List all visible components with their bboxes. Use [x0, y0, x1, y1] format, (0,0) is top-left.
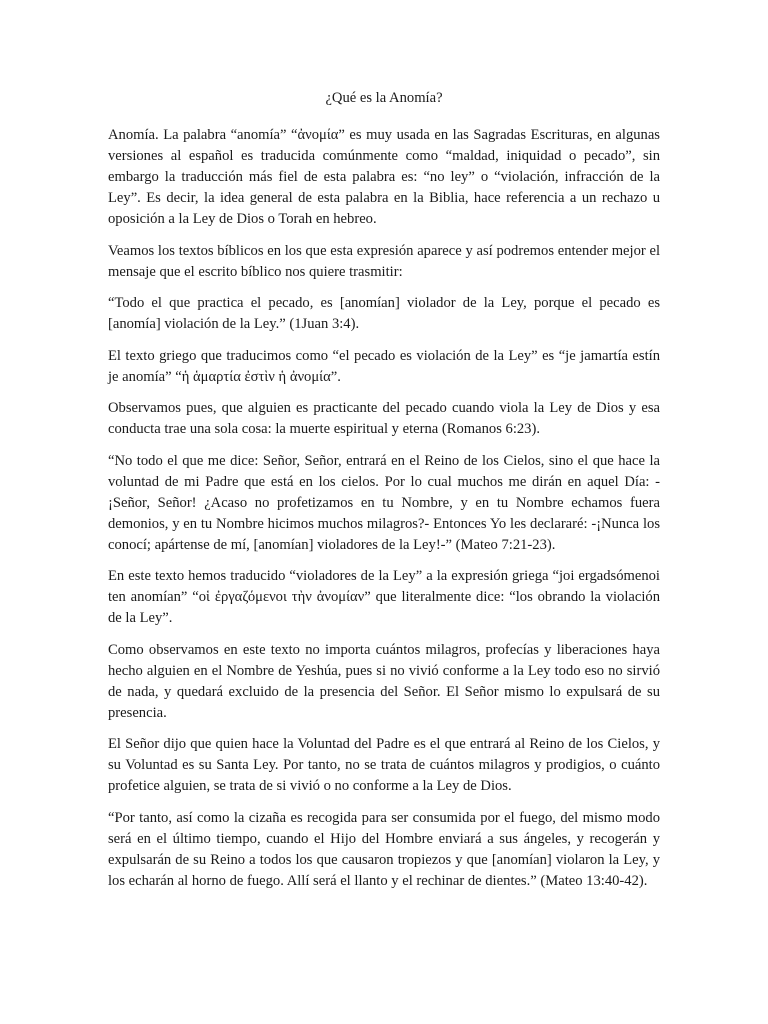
paragraph-biblical-texts-intro: Veamos los textos bíblicos en los que esta expresión aparece y así podremos entender mejor el mensaje que el escrito bíblico nos quiere trasmitir: [108, 242, 660, 280]
paragraph-quote-mateo-7: “No todo el que me dice: Señor, Señor, entrará en el Reino de los Cielos, sino el que hace la voluntad de mi Padre que está en los cielos. Por lo cual muchos me dirán en aquel Día: -¡Señor, Señor! ¿Acaso no profetizamos en tu Nombre, y en tu Nombre echamos fuera demonios, y en tu Nombre hicimos muchos milagros?- Entonces Yo les declararé: -¡Nunca los conocí; apártense de mí, [anomían] violadores de la Ley!-” (Mateo 7:21-23). [108, 452, 660, 553]
paragraph-greek-text-2: En este texto hemos traducido “violadores de la Ley” a la expresión griega “joi ergadsómenoi ten anomían” “οἱ ἐργαζόμενοι τὴν ἀνομίαν” que literalmente dice: “los obrando la violación de la Ley”. [108, 568, 660, 626]
paragraph-greek-text-1: El texto griego que traducimos como “el pecado es violación de la Ley” es “je jamartía estín je anomía” “ἡ ἁμαρτία ἐστὶν ἡ ἀνομία”. [108, 347, 660, 385]
paragraph-quote-mateo-13: “Por tanto, así como la cizaña es recogida para ser consumida por el fuego, del mismo modo será en el último tiempo, cuando el Hijo del Hombre enviará a sus ángeles, y recogerán y expulsarán de su Reino a todos los que causaron tropiezos y que [anomían] violaron la Ley, y los echarán al horno de fuego. Allí será el llanto y el rechinar de dientes.” (Mateo 13:40-42). [108, 809, 660, 889]
document-title: ¿Qué es la Anomía? [325, 90, 443, 106]
paragraph-observation-sin: Observamos pues, que alguien es practicante del pecado cuando viola la Ley de Dios y esa conducta trae una sola cosa: la muerte espiritual y eterna (Romanos 6:23). [108, 400, 660, 437]
paragraph-quote-1-juan: “Todo el que practica el pecado, es [anomían] violador de la Ley, porque el pecado es [anomía] violación de la Ley.” (1Juan 3:4). [108, 295, 660, 332]
paragraph-anomia-definition: Anomía. La palabra “anomía” “ἀνομία” es muy usada en las Sagradas Escrituras, en algunas versiones al español es traducida comúnmente como “maldad, iniquidad o pecado”, sin embargo la traducción más fiel de esta palabra es: “no ley” o “violación, infracción de la Ley”. Es decir, la idea general de esta palabra en la Biblia, hace referencia a un rechazo u oposición a la Ley de Dios o Torah en hebreo. [108, 127, 660, 227]
paragraph-will-of-father: El Señor dijo que quien hace la Voluntad del Padre es el que entrará al Reino de los Cielos, y su Voluntad es su Santa Ley. Por tanto, no se trata de cuántos milagros y prodigios, o cuánto profetice alguien, se trata de si vivió o no conforme a la Ley de Dios. [108, 736, 660, 794]
paragraph-miracles-note: Como observamos en este texto no importa cuántos milagros, profecías y liberaciones haya hecho alguien en el Nombre de Yeshúa, pues si no vivió conforme a la Ley todo eso no sirvió de nada, y quedará excluido de la presencia del Señor. El Señor mismo lo expulsará de su presencia. [108, 641, 660, 721]
document-page [108, 88, 660, 902]
